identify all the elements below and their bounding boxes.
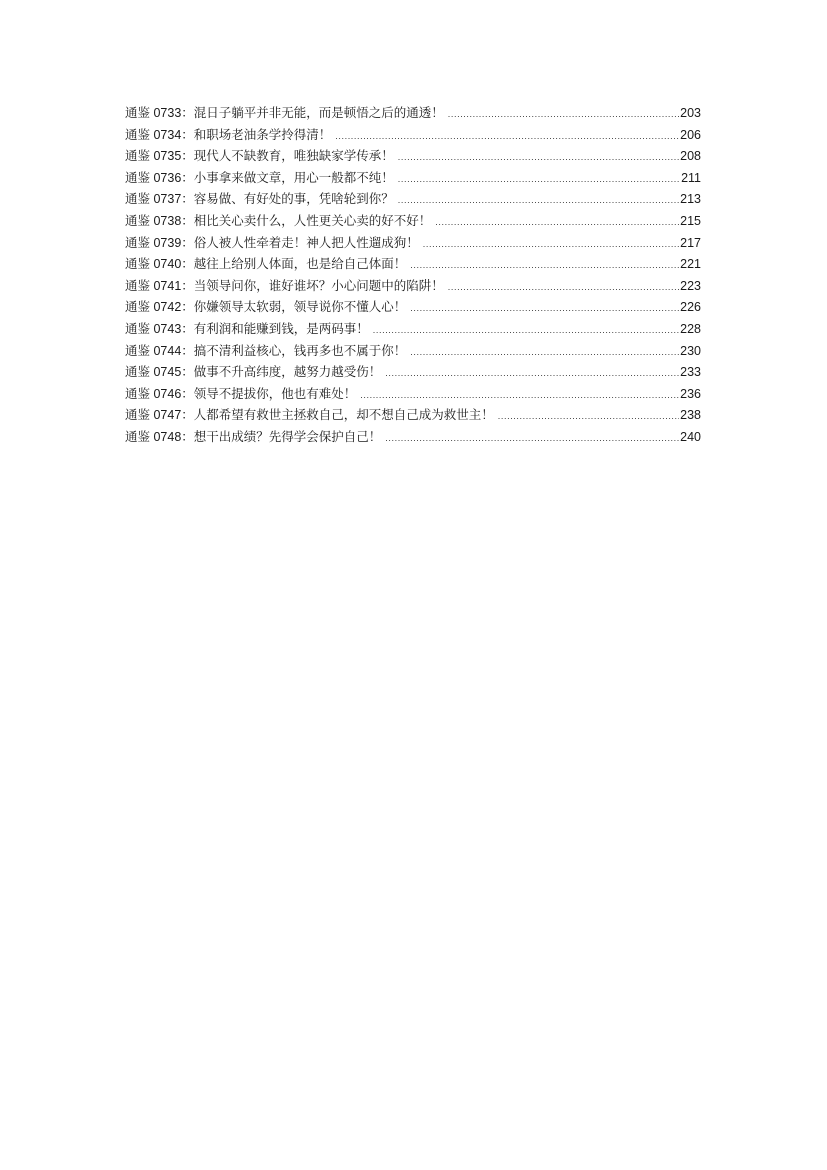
toc-dot-leader [448,277,679,299]
toc-dot-leader [410,342,679,364]
toc-dot-leader [373,320,679,342]
toc-entry-label: 通鉴 0743： [125,321,194,336]
toc-entry-label: 通鉴 0746： [125,386,194,401]
toc-page-number: 208 [680,149,701,164]
toc-entry-label: 通鉴 0742： [125,300,194,315]
toc-page-number: 236 [680,386,701,401]
toc-dot-leader [335,126,679,148]
toc-dot-leader [435,212,679,234]
toc-page-number: 211 [681,170,701,185]
toc-page-number: 203 [680,106,701,120]
toc-entry-title: 现代人不缺教育，唯独缺家学传承！ [193,148,394,164]
toc-page-number: 238 [680,408,701,423]
toc-page-number: 230 [680,343,701,358]
toc-entry-label: 通鉴 0741： [125,278,194,293]
toc-page-number: 228 [680,321,701,336]
toc-page-number: 206 [680,127,701,142]
toc-dot-leader [448,104,679,126]
toc-page-number: 221 [680,257,701,272]
toc-page-number: 217 [680,235,701,250]
toc-entry[interactable] [125,188,701,210]
toc-entry-label: 通鉴 0734： [125,127,194,142]
toc-entry-title: 混日子躺平并非无能，而是顿悟之后的通透！ [193,105,444,120]
toc-dot-leader [385,428,679,450]
toc-page-number: 213 [680,192,701,207]
toc-page-number: 233 [680,365,701,380]
toc-dot-leader [398,147,679,169]
toc-entry[interactable] [125,232,701,254]
toc-dot-leader [410,255,679,277]
toc-entry-label: 通鉴 0744： [125,343,194,358]
toc-entry[interactable] [125,253,701,275]
toc-entry-title: 相比关心卖什么，人性更关心卖的好不好！ [193,212,432,228]
toc-page-number: 226 [680,300,701,315]
toc-page-number: 240 [680,429,701,444]
toc-entry-label: 通鉴 0735： [125,149,194,164]
toc-entry-label: 通鉴 0740： [125,257,194,272]
toc-entry[interactable] [125,318,701,340]
toc-entry-label: 通鉴 0733： [125,106,194,120]
toc-dot-leader [360,385,679,407]
toc-page-number: 215 [680,213,701,228]
toc-dot-leader [398,169,680,191]
toc-dot-leader [385,363,679,385]
toc-dot-leader [410,298,679,320]
toc-page-number: 223 [680,278,701,293]
toc-entry-label: 通鉴 0739： [125,235,194,250]
toc-dot-leader [498,406,679,428]
toc-entry[interactable] [125,210,701,232]
toc-entry-title: 你嫌领导太软弱，领导说你不懂人心！ [193,299,407,315]
toc-entry-title: 搞不清利益核心，钱再多也不属于你！ [193,342,407,358]
toc-entry[interactable] [125,102,701,124]
toc-dot-leader [398,190,679,212]
toc-entry-title: 和职场老油条学拎得清！ [193,126,332,142]
toc-entry-title: 有利润和能赚到钱，是两码事！ [193,320,369,336]
toc-entry-title: 当领导问你，谁好谁坏？小心问题中的陷阱！ [193,277,444,293]
toc-entry-title: 人都希望有救世主拯救自己，却不想自己成为救世主！ [193,407,494,423]
toc-entry-title: 俗人被人性牵着走！神人把人性遛成狗！ [193,234,419,250]
toc-entry-title: 越往上给别人体面，也是给自己体面！ [193,256,407,272]
toc-entry-title: 领导不提拔你，他也有难处！ [193,385,357,401]
toc-entry-label: 通鉴 0745： [125,365,194,380]
toc-entry[interactable] [125,361,701,383]
toc-entry[interactable] [125,275,701,297]
toc-entry-label: 通鉴 0737： [125,192,194,207]
toc-entry[interactable] [125,404,701,426]
toc-entry[interactable] [125,145,701,167]
toc-entry-label: 通鉴 0747： [125,408,194,423]
toc-entry-label: 通鉴 0748： [125,429,194,444]
table-of-contents [125,102,701,448]
toc-entry-title: 容易做、有好处的事，凭啥轮到你？ [193,191,394,207]
toc-entry-title: 小事拿来做文章，用心一般都不纯！ [193,169,394,185]
toc-entry[interactable] [125,340,701,362]
toc-entry-label: 通鉴 0736： [125,170,194,185]
toc-entry-title: 做事不升高纬度，越努力越受伤！ [193,364,382,380]
toc-entry-title: 想干出成绩？先得学会保护自己！ [193,428,382,444]
toc-entry[interactable] [125,167,701,189]
toc-entry[interactable] [125,426,701,448]
toc-dot-leader [423,234,679,256]
toc-entry-label: 通鉴 0738： [125,213,194,228]
toc-entry[interactable] [125,383,701,405]
toc-entry[interactable] [125,124,701,146]
toc-entry[interactable] [125,296,701,318]
